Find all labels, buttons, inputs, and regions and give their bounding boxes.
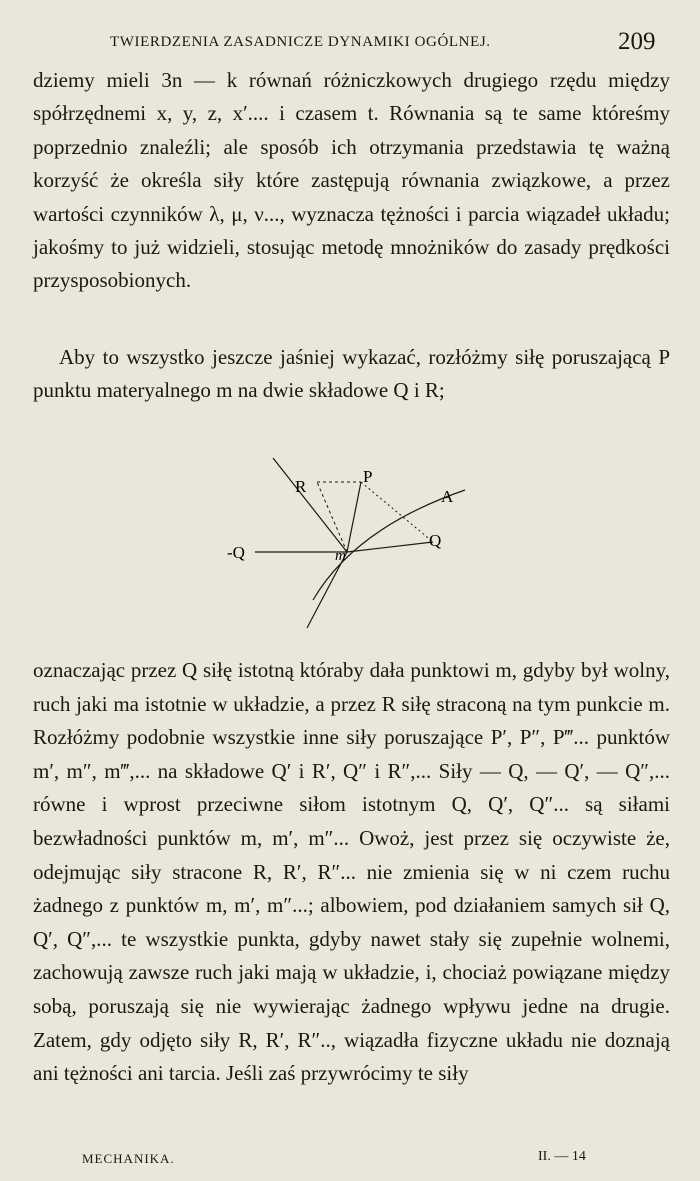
page-header — [0, 28, 700, 58]
paragraph-3: oznaczając przez Q siłę istotną któraby dała punktowi m, gdyby był wolny, ruch jaki ma istotnie w układzie, a przez R siłę straconą na tym punkcie m. Rozłóżmy podobnie wszystkie inne siły poruszające P′, P″, P‴... punktów m′, m″, m‴,... na składowe Q′ i R′, Q″ i R″,... Siły — Q, — Q′, — Q″,... równe i wprost przeciwne siłom istotnym Q, Q′, Q″... są siłami bezwładności punktów m, m′, m″... Owoż, jest przez się oczywiste że, odejmując siły stracone R, R′, R″... nie zmienia się w ni czem ruchu żadnego z punktów m, m′, m″...; albowiem, pod działaniem samych sił Q, Q′, Q″,... te wszystkie punkta, gdyby nawet stały się zupełnie wolnemi, zachowują zawsze ruch jaki mają w układzie, i, chociaż powiązane między sobą, poruszają się nie wywierając żadnego wpływu jedne na drugie. Zatem, gdy odjęto siły R, R′, R″.., wiązadła fizyczne układu nie doznają ani tężności ani tarcia. Jeśli zaś przywrócimy te siły — [33, 658, 670, 1086]
signature-mark: MECHANIKA. — [82, 1151, 175, 1166]
force-q-line — [361, 482, 433, 542]
label-minus-q: -Q — [227, 543, 245, 562]
label-q: Q — [429, 531, 442, 550]
sheet-mark: II. — 14 — [538, 1149, 586, 1164]
page-footer — [0, 1147, 700, 1171]
running-head: TWIERDZENIA ZASADNICZE DYNAMIKI OGÓLNEJ. — [110, 34, 491, 50]
paragraph-1: dziemy mieli 3n — k równań różniczkowych drugiego rzędu między spółrzędnemi x, y, z, x′.... i czasem t. Równania są te same któreśmy poprzednio znaleźli; ale sposób ich otrzymania przedstawia tę ważną korzyść że określa siły które zastępują równania związkowe, a przez wartości czynników λ, μ, ν..., wyznacza tężności i parcia wiązadeł układu; jakośmy to już widzieli, stosując metodę mnożników do zasady prędkości przysposobionych. — [33, 68, 670, 293]
label-p: P — [363, 467, 373, 486]
trajectory-curve — [313, 490, 465, 600]
label-r: R — [295, 477, 307, 496]
force-r-dashed — [317, 482, 347, 552]
label-m: m — [335, 548, 346, 564]
paragraph-continuation — [33, 64, 670, 298]
page-number: 209 — [618, 28, 656, 55]
paragraph-decomposition — [33, 341, 670, 408]
force-diagram — [215, 450, 475, 640]
paragraph-2: Aby to wszystko jeszcze jaśniej wykazać, rozłóżmy siłę poruszającą P punktu materyalnego m na dwie składowe Q i R; — [33, 345, 670, 403]
force-p-line — [347, 482, 361, 552]
paragraph-continued — [33, 654, 670, 1091]
line-vertical — [273, 458, 347, 552]
label-a: A — [441, 487, 454, 506]
force-q-solid — [347, 542, 433, 552]
